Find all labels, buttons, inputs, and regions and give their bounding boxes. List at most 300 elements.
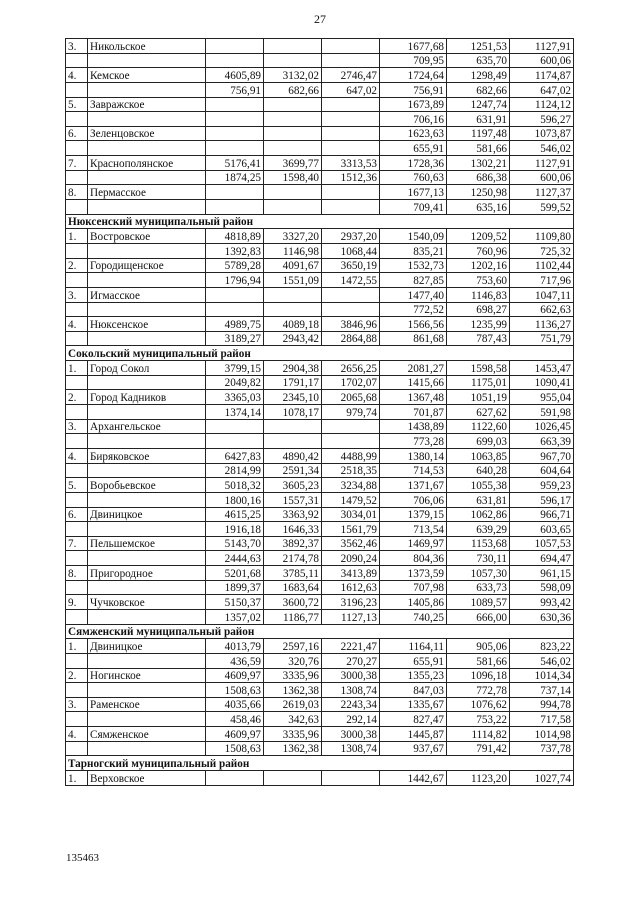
value-cell: 1127,13: [322, 609, 380, 624]
value-cell: 581,66: [447, 653, 510, 668]
settlement-name: Раменское: [88, 697, 206, 712]
value-cell: 596,17: [510, 492, 574, 507]
value-cell: 292,14: [322, 712, 380, 727]
settlement-number: [66, 375, 88, 390]
value-cell: [322, 434, 380, 449]
value-cell: 961,15: [510, 566, 574, 581]
value-cell: [206, 434, 264, 449]
table-row: [66, 126, 574, 141]
value-cell: 662,63: [510, 302, 574, 317]
table-row: [66, 653, 574, 668]
table-row: [66, 229, 574, 244]
value-cell: 3363,92: [264, 507, 322, 522]
settlement-name: Пельшемское: [88, 536, 206, 551]
value-cell: 2221,47: [322, 639, 380, 654]
value-cell: 2518,35: [322, 463, 380, 478]
value-cell: 1073,87: [510, 126, 574, 141]
value-cell: 967,70: [510, 448, 574, 463]
settlement-number: 3.: [66, 39, 88, 54]
value-cell: 603,65: [510, 522, 574, 537]
value-cell: 5150,37: [206, 595, 264, 610]
settlement-name: [88, 82, 206, 97]
settlement-number: 1.: [66, 361, 88, 376]
value-cell: [264, 771, 322, 786]
settlement-number: 8.: [66, 185, 88, 200]
value-cell: 760,63: [380, 170, 447, 185]
value-cell: 1367,48: [380, 390, 447, 405]
value-cell: 979,74: [322, 405, 380, 420]
value-cell: [264, 39, 322, 54]
value-cell: 4035,66: [206, 697, 264, 712]
value-cell: 1209,52: [447, 229, 510, 244]
value-cell: 3034,01: [322, 507, 380, 522]
settlement-name: [88, 492, 206, 507]
value-cell: 1598,58: [447, 361, 510, 376]
value-cell: 631,81: [447, 492, 510, 507]
table-row: [66, 712, 574, 727]
settlement-number: 6.: [66, 507, 88, 522]
table-row: [66, 287, 574, 302]
value-cell: 4609,97: [206, 727, 264, 742]
value-cell: 627,62: [447, 405, 510, 420]
settlement-number: 5.: [66, 97, 88, 112]
value-cell: 1673,89: [380, 97, 447, 112]
table-row: [66, 97, 574, 112]
value-cell: 639,29: [447, 522, 510, 537]
settlement-name: [88, 200, 206, 215]
value-cell: 3846,96: [322, 317, 380, 332]
value-cell: 4091,67: [264, 258, 322, 273]
value-cell: 698,27: [447, 302, 510, 317]
value-cell: 1308,74: [322, 683, 380, 698]
value-cell: 835,21: [380, 243, 447, 258]
settlement-number: [66, 683, 88, 698]
table-row: [66, 697, 574, 712]
table-row: [66, 639, 574, 654]
value-cell: 320,76: [264, 653, 322, 668]
table-row: [66, 741, 574, 756]
value-cell: 737,78: [510, 741, 574, 756]
table-body: [66, 39, 574, 786]
settlement-number: [66, 273, 88, 288]
value-cell: 2591,34: [264, 463, 322, 478]
settlement-number: [66, 170, 88, 185]
value-cell: 2345,10: [264, 390, 322, 405]
table-row: [66, 68, 574, 83]
value-cell: 756,91: [206, 82, 264, 97]
settlement-name: [88, 53, 206, 68]
value-cell: 3313,53: [322, 156, 380, 171]
settlement-name: Город Сокол: [88, 361, 206, 376]
value-cell: 655,91: [380, 141, 447, 156]
value-cell: 1302,21: [447, 156, 510, 171]
table-row: [66, 609, 574, 624]
table-row: [66, 405, 574, 420]
value-cell: 1146,98: [264, 243, 322, 258]
value-cell: 5201,68: [206, 566, 264, 581]
table-row: [66, 141, 574, 156]
value-cell: 4605,89: [206, 68, 264, 83]
value-cell: 699,03: [447, 434, 510, 449]
value-cell: 753,22: [447, 712, 510, 727]
table-row: [66, 156, 574, 171]
value-cell: 4013,79: [206, 639, 264, 654]
settlement-number: [66, 141, 88, 156]
value-cell: 706,06: [380, 492, 447, 507]
settlement-name: [88, 609, 206, 624]
settlement-number: 6.: [66, 126, 88, 141]
value-cell: 270,27: [322, 653, 380, 668]
value-cell: 1014,34: [510, 668, 574, 683]
value-cell: 694,47: [510, 551, 574, 566]
value-cell: 1728,36: [380, 156, 447, 171]
table-row: [66, 390, 574, 405]
settlement-number: [66, 405, 88, 420]
settlement-number: [66, 741, 88, 756]
value-cell: 635,70: [447, 53, 510, 68]
value-cell: 1026,45: [510, 419, 574, 434]
value-cell: 827,47: [380, 712, 447, 727]
settlement-number: 4.: [66, 317, 88, 332]
settlement-name: Никольское: [88, 39, 206, 54]
value-cell: 600,06: [510, 53, 574, 68]
value-cell: 1373,59: [380, 566, 447, 581]
value-cell: 598,09: [510, 580, 574, 595]
value-cell: [322, 141, 380, 156]
value-cell: 3799,15: [206, 361, 264, 376]
settlement-number: 3.: [66, 697, 88, 712]
value-cell: 630,36: [510, 609, 574, 624]
value-cell: 1472,55: [322, 273, 380, 288]
value-cell: [264, 53, 322, 68]
value-cell: [206, 287, 264, 302]
value-cell: 1392,83: [206, 243, 264, 258]
value-cell: [206, 126, 264, 141]
value-cell: 596,27: [510, 112, 574, 127]
value-cell: 4089,18: [264, 317, 322, 332]
table-row: [66, 463, 574, 478]
value-cell: 1623,63: [380, 126, 447, 141]
settlement-name: [88, 405, 206, 420]
value-cell: 682,66: [264, 82, 322, 97]
value-cell: 1090,41: [510, 375, 574, 390]
value-cell: 725,32: [510, 243, 574, 258]
value-cell: 1899,37: [206, 580, 264, 595]
value-cell: 1153,68: [447, 536, 510, 551]
table-row: [66, 200, 574, 215]
settlement-number: [66, 53, 88, 68]
value-cell: 1796,94: [206, 273, 264, 288]
value-cell: 861,68: [380, 331, 447, 346]
value-cell: 751,79: [510, 331, 574, 346]
value-cell: 823,22: [510, 639, 574, 654]
value-cell: [322, 771, 380, 786]
district-header-row: [66, 624, 574, 639]
value-cell: 3600,72: [264, 595, 322, 610]
settlement-name: [88, 741, 206, 756]
table-row: [66, 522, 574, 537]
value-cell: 740,25: [380, 609, 447, 624]
value-cell: [322, 200, 380, 215]
value-cell: 3189,27: [206, 331, 264, 346]
settlement-number: [66, 609, 88, 624]
value-cell: 1477,40: [380, 287, 447, 302]
value-cell: 5176,41: [206, 156, 264, 171]
value-cell: 3699,77: [264, 156, 322, 171]
value-cell: 4488,99: [322, 448, 380, 463]
value-cell: 3327,20: [264, 229, 322, 244]
value-cell: 2656,25: [322, 361, 380, 376]
value-cell: 772,78: [447, 683, 510, 698]
value-cell: 791,42: [447, 741, 510, 756]
value-cell: 1146,83: [447, 287, 510, 302]
table-row: [66, 727, 574, 742]
value-cell: 714,53: [380, 463, 447, 478]
settlement-number: [66, 551, 88, 566]
district-header-row: [66, 214, 574, 229]
value-cell: [206, 97, 264, 112]
settlement-number: [66, 653, 88, 668]
settlement-name: [88, 463, 206, 478]
value-cell: 2814,99: [206, 463, 264, 478]
settlement-name: Сямженское: [88, 727, 206, 742]
settlement-name: Востровское: [88, 229, 206, 244]
value-cell: 3413,89: [322, 566, 380, 581]
settlement-number: 2.: [66, 258, 88, 273]
value-cell: 1874,25: [206, 170, 264, 185]
value-cell: 647,02: [510, 82, 574, 97]
value-cell: 1298,49: [447, 68, 510, 83]
value-cell: 3000,38: [322, 727, 380, 742]
settlement-name: Биряковское: [88, 448, 206, 463]
value-cell: 717,96: [510, 273, 574, 288]
value-cell: 1136,27: [510, 317, 574, 332]
value-cell: 1469,97: [380, 536, 447, 551]
value-cell: 707,98: [380, 580, 447, 595]
value-cell: 682,66: [447, 82, 510, 97]
value-cell: 1724,64: [380, 68, 447, 83]
value-cell: 804,36: [380, 551, 447, 566]
value-cell: 1415,66: [380, 375, 447, 390]
value-cell: [322, 419, 380, 434]
value-cell: 1164,11: [380, 639, 447, 654]
value-cell: [206, 302, 264, 317]
table-row: [66, 375, 574, 390]
table-row: [66, 112, 574, 127]
settlement-number: [66, 243, 88, 258]
value-cell: 1102,44: [510, 258, 574, 273]
value-cell: [264, 200, 322, 215]
value-cell: 1646,33: [264, 522, 322, 537]
settlement-name: [88, 522, 206, 537]
value-cell: 753,60: [447, 273, 510, 288]
value-cell: 2065,68: [322, 390, 380, 405]
value-cell: 2174,78: [264, 551, 322, 566]
value-cell: [264, 185, 322, 200]
value-cell: 1453,47: [510, 361, 574, 376]
value-cell: 1540,09: [380, 229, 447, 244]
value-cell: [322, 112, 380, 127]
value-cell: 1127,37: [510, 185, 574, 200]
value-cell: 1014,98: [510, 727, 574, 742]
value-cell: 4989,75: [206, 317, 264, 332]
value-cell: 1916,18: [206, 522, 264, 537]
value-cell: 1175,01: [447, 375, 510, 390]
value-cell: 1202,16: [447, 258, 510, 273]
settlement-name: Воробьевское: [88, 478, 206, 493]
value-cell: 2049,82: [206, 375, 264, 390]
value-cell: 4818,89: [206, 229, 264, 244]
value-cell: [322, 287, 380, 302]
value-cell: 1308,74: [322, 741, 380, 756]
settlement-number: 4.: [66, 727, 88, 742]
value-cell: 717,58: [510, 712, 574, 727]
table-row: [66, 771, 574, 786]
value-cell: [206, 53, 264, 68]
value-cell: 827,85: [380, 273, 447, 288]
value-cell: 3605,23: [264, 478, 322, 493]
table-row: [66, 536, 574, 551]
value-cell: 1127,91: [510, 39, 574, 54]
settlement-name: Краснополянское: [88, 156, 206, 171]
value-cell: [264, 112, 322, 127]
value-cell: 772,52: [380, 302, 447, 317]
value-cell: 600,06: [510, 170, 574, 185]
value-cell: 1127,91: [510, 156, 574, 171]
settlement-name: [88, 273, 206, 288]
table-row: [66, 273, 574, 288]
value-cell: 847,03: [380, 683, 447, 698]
table-row: [66, 551, 574, 566]
value-cell: [264, 419, 322, 434]
value-cell: 701,87: [380, 405, 447, 420]
settlement-name: Ногинское: [88, 668, 206, 683]
value-cell: 1362,38: [264, 741, 322, 756]
value-cell: 955,04: [510, 390, 574, 405]
settlement-number: 9.: [66, 595, 88, 610]
value-cell: [264, 141, 322, 156]
value-cell: 706,16: [380, 112, 447, 127]
table-row: [66, 361, 574, 376]
settlement-number: [66, 200, 88, 215]
value-cell: [206, 200, 264, 215]
value-cell: 666,00: [447, 609, 510, 624]
value-cell: 1612,63: [322, 580, 380, 595]
value-cell: 760,96: [447, 243, 510, 258]
value-cell: [206, 141, 264, 156]
value-cell: 2444,63: [206, 551, 264, 566]
table-row: [66, 317, 574, 332]
settlement-number: 2.: [66, 390, 88, 405]
value-cell: 1677,68: [380, 39, 447, 54]
value-cell: 1442,67: [380, 771, 447, 786]
value-cell: 599,52: [510, 200, 574, 215]
settlement-number: [66, 580, 88, 595]
value-cell: 1186,77: [264, 609, 322, 624]
settlement-name: Город Кадников: [88, 390, 206, 405]
value-cell: 686,38: [447, 170, 510, 185]
value-cell: 1124,12: [510, 97, 574, 112]
page-number: 27: [314, 12, 326, 26]
district-name: Нюксенский муниципальный район: [66, 214, 574, 229]
value-cell: 709,95: [380, 53, 447, 68]
value-cell: [264, 97, 322, 112]
settlement-number: 3.: [66, 419, 88, 434]
value-cell: 1122,60: [447, 419, 510, 434]
value-cell: 709,41: [380, 200, 447, 215]
table-row: [66, 595, 574, 610]
settlement-name: Пермасское: [88, 185, 206, 200]
value-cell: [264, 126, 322, 141]
value-cell: 1445,87: [380, 727, 447, 742]
value-cell: 647,02: [322, 82, 380, 97]
table-row: [66, 580, 574, 595]
value-cell: 640,28: [447, 463, 510, 478]
value-cell: 1250,98: [447, 185, 510, 200]
settlement-number: [66, 112, 88, 127]
settlement-name: Игмасское: [88, 287, 206, 302]
district-name: Сямженский муниципальный район: [66, 624, 574, 639]
value-cell: 3892,37: [264, 536, 322, 551]
value-cell: 635,16: [447, 200, 510, 215]
value-cell: [206, 419, 264, 434]
value-cell: 2090,24: [322, 551, 380, 566]
table-row: [66, 683, 574, 698]
value-cell: 994,78: [510, 697, 574, 712]
value-cell: 633,73: [447, 580, 510, 595]
value-cell: [322, 39, 380, 54]
value-cell: 713,54: [380, 522, 447, 537]
settlement-number: [66, 712, 88, 727]
value-cell: 3234,88: [322, 478, 380, 493]
value-cell: 1357,02: [206, 609, 264, 624]
settlement-name: [88, 243, 206, 258]
value-cell: 604,64: [510, 463, 574, 478]
value-cell: [264, 287, 322, 302]
settlement-number: 7.: [66, 536, 88, 551]
district-name: Сокольский муниципальный район: [66, 346, 574, 361]
value-cell: [206, 39, 264, 54]
value-cell: 1057,30: [447, 566, 510, 581]
table-row: [66, 243, 574, 258]
district-header-row: [66, 346, 574, 361]
settlement-number: 1.: [66, 639, 88, 654]
value-cell: 2904,38: [264, 361, 322, 376]
value-cell: 1047,11: [510, 287, 574, 302]
table-row: [66, 492, 574, 507]
value-cell: 5018,32: [206, 478, 264, 493]
value-cell: 937,67: [380, 741, 447, 756]
settlement-name: Пригородное: [88, 566, 206, 581]
value-cell: 1355,23: [380, 668, 447, 683]
value-cell: 1791,17: [264, 375, 322, 390]
value-cell: 1062,86: [447, 507, 510, 522]
value-cell: 342,63: [264, 712, 322, 727]
value-cell: 2597,16: [264, 639, 322, 654]
value-cell: 1380,14: [380, 448, 447, 463]
value-cell: 1438,89: [380, 419, 447, 434]
value-cell: 1051,19: [447, 390, 510, 405]
settlement-name: [88, 112, 206, 127]
value-cell: 546,02: [510, 141, 574, 156]
value-cell: 1076,62: [447, 697, 510, 712]
table-row: [66, 53, 574, 68]
value-cell: 1063,85: [447, 448, 510, 463]
value-cell: 1174,87: [510, 68, 574, 83]
value-cell: 3335,96: [264, 668, 322, 683]
value-cell: 905,06: [447, 639, 510, 654]
value-cell: 655,91: [380, 653, 447, 668]
